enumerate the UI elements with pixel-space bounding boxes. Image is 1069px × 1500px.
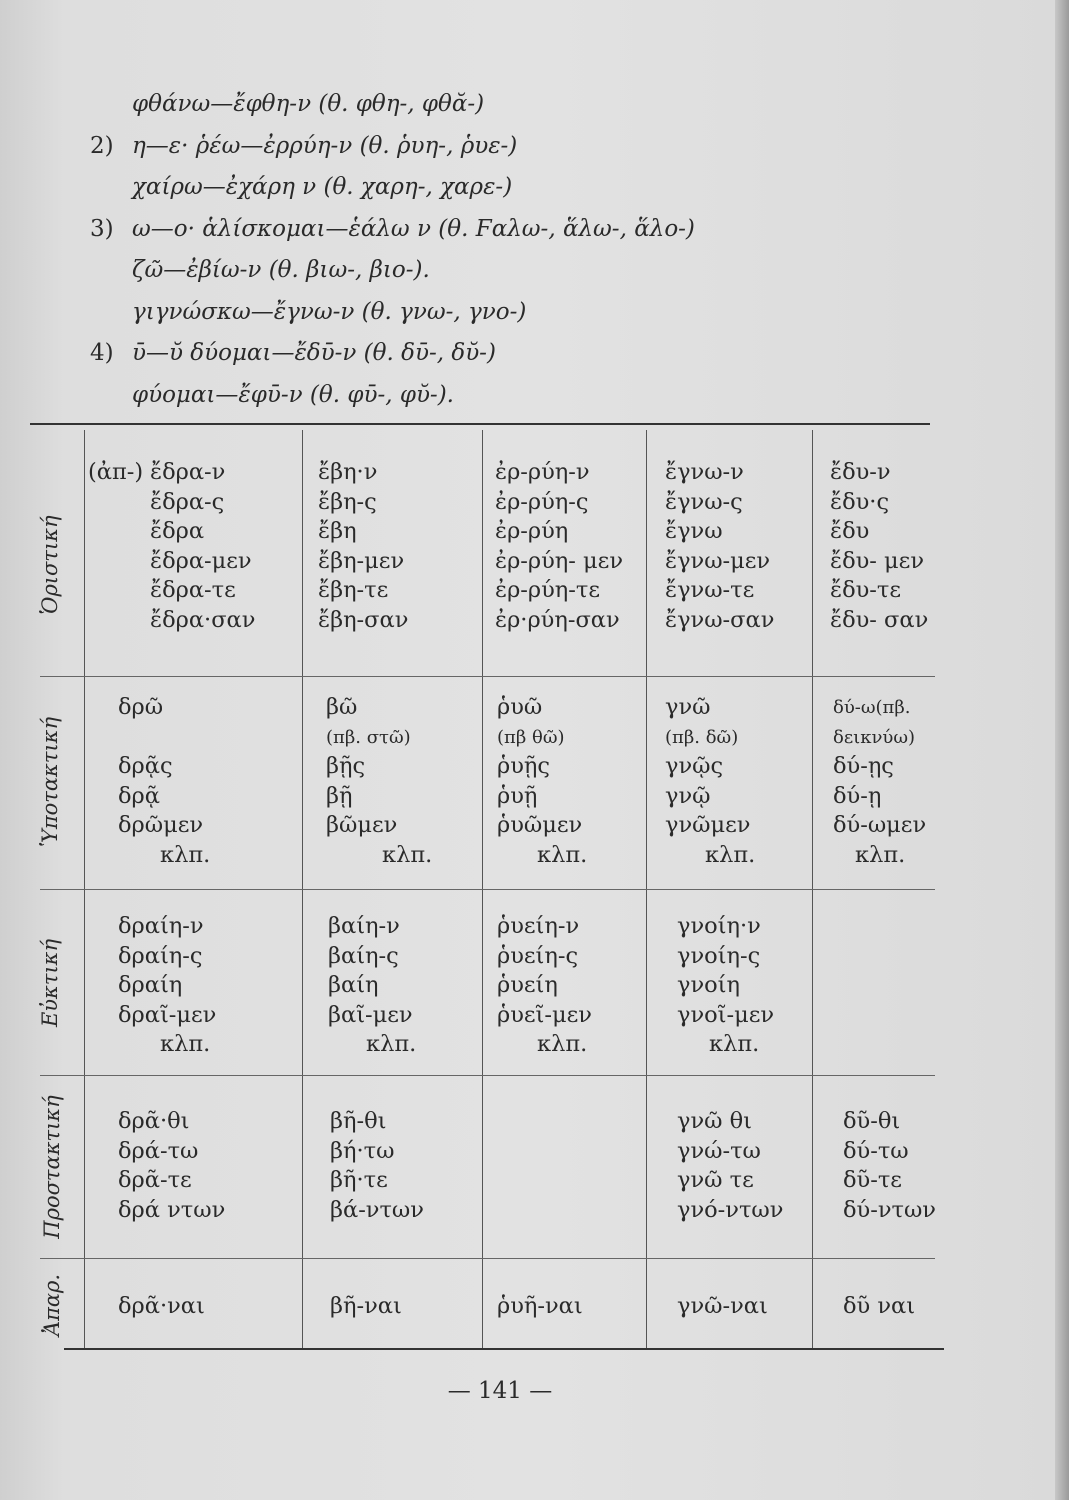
verb-form: βαῖ-μεν (328, 1001, 413, 1028)
subjunctive-col-3 (497, 693, 587, 870)
verb-form: ἔβη-τε (318, 577, 389, 603)
verb-form: ἔδρα-ν (150, 459, 226, 485)
verb-form: δραίη-ν (118, 913, 204, 939)
mood-label-infinitive: Ἀπαρ. (40, 1273, 64, 1337)
verb-form (118, 723, 210, 753)
intro-line-text: φύομαι—ἔφῡ-ν (θ. φῡ-, φῠ-). (132, 381, 454, 408)
verb-form: βῶ (326, 694, 358, 720)
subjunctive-col-1 (118, 693, 210, 870)
verb-form: ἔδυ (830, 518, 870, 544)
intro-line (90, 84, 695, 126)
verb-form: ἔγνω-ς (665, 488, 743, 515)
verb-form: ἔδρα-μεν (150, 547, 252, 574)
table-bottom-rule (64, 1348, 944, 1350)
subjunctive-col-5 (833, 693, 926, 870)
indicative-col-5 (830, 458, 928, 635)
intro-line (90, 375, 695, 417)
infinitive-col-4: γνῶ-ναι (677, 1293, 768, 1319)
verb-form: βῶμεν (326, 812, 398, 838)
mood-label-imperative: Προστακτική (40, 1095, 64, 1239)
mood-label-indicative: Ὁριστική (38, 515, 62, 615)
infinitive-col-1: δρᾶ·ναι (118, 1293, 205, 1319)
section-rule-optative (40, 1075, 935, 1076)
verb-form: κλπ. (709, 1031, 760, 1057)
verb-form: δρᾷς (118, 753, 173, 779)
verb-form: ῥυῶ (497, 694, 543, 720)
verb-form: ἔβη-ς (318, 488, 377, 515)
verb-form: κλπ. (537, 1031, 588, 1057)
section-rule-subjunctive (40, 889, 935, 890)
intro-line (90, 250, 695, 292)
verb-form: δύ-ωμεν (833, 812, 927, 838)
verb-form: ἐρ-ρύη- μεν (495, 547, 624, 574)
intro-line-number: 4) (90, 340, 114, 366)
intro-examples (90, 84, 695, 416)
verb-form: γνῶ θι (677, 1108, 752, 1134)
intro-line-number: 3) (90, 215, 114, 242)
verb-form: ἔδυ-ν (830, 459, 891, 485)
page-edge (1055, 0, 1069, 1500)
optative-col-1 (118, 912, 216, 1060)
verb-form: βαίη-ν (328, 913, 400, 939)
verb-form: ῥυῶμεν (497, 812, 583, 838)
verb-form: ἐρ-ρύη-ς (495, 488, 589, 515)
imperative-col-1 (118, 1107, 225, 1225)
intro-line-text: ζῶ—ἐβίω-ν (θ. βιω-, βιο-). (132, 257, 430, 283)
verb-form: δύ-τω (843, 1137, 909, 1164)
section-rule-imperative (40, 1258, 935, 1259)
verb-form: ἔδυ·ς (830, 488, 890, 515)
verb-form: γνῷ (665, 782, 711, 809)
verb-form: βῆ·τε (330, 1167, 388, 1193)
verb-form: βῇς (326, 753, 366, 779)
mood-label-subjunctive: Ὑποτακτική (38, 716, 62, 848)
verb-form: δρά-τω (118, 1137, 199, 1164)
verb-form: ῥυεῖ-μεν (497, 1001, 592, 1028)
mood-label-optative: Εὐκτική (38, 938, 62, 1028)
intro-line-text: η—ε· ῥέω—ἐρρύη-ν (θ. ῥυη-, ῥυε-) (132, 132, 518, 159)
verb-form: δύ-ῃ (833, 782, 882, 809)
verb-form: βαίη-ς (328, 942, 399, 969)
verb-form: ἔδυ- μεν (830, 547, 925, 574)
verb-form: κλπ. (537, 841, 588, 868)
verb-form: (πβ. δῶ) (665, 726, 739, 748)
verb-form: κλπ. (382, 841, 433, 868)
section-rule-indicative (40, 676, 935, 677)
verb-form: δῦ-τε (843, 1167, 902, 1193)
verb-form: βαίη (328, 972, 379, 998)
verb-form: ἔγνω-μεν (665, 547, 771, 574)
verb-form: γνοίη-ς (677, 942, 761, 969)
verb-form: κλπ. (160, 841, 211, 868)
intro-line (90, 333, 695, 375)
verb-form: ἔγνω-τε (665, 577, 755, 603)
indicative-prefix: (ἀπ-) (88, 459, 144, 485)
verb-form: βῇ (326, 782, 353, 809)
verb-form: δρῶμεν (118, 812, 204, 838)
verb-form: δρᾷ (118, 782, 160, 809)
intro-line-text: ω—ο· ἁλίσκομαι—ἑάλω ν (θ. Ϝαλω-, ἅλω-, ἅλο-) (132, 215, 695, 242)
verb-form: ἔβη-σαν (318, 606, 409, 633)
verb-form: γνῶ (665, 694, 711, 720)
verb-form: δραίη-ς (118, 942, 203, 969)
optative-col-3 (497, 912, 592, 1060)
verb-form: ἔδρα·σαν (150, 606, 256, 633)
verb-form: ῥυείη-ν (497, 913, 580, 939)
infinitive-col-3: ῥυῆ-ναι (497, 1293, 583, 1319)
imperative-col-5 (843, 1107, 936, 1225)
verb-form: δύ-ῃς (833, 753, 894, 779)
verb-form: δῦ-θι (843, 1108, 901, 1134)
verb-form: γνῶ τε (677, 1167, 754, 1193)
verb-form: ἔγνω-ν (665, 459, 744, 485)
indicative-col-3 (495, 458, 623, 635)
verb-form: ἔβη·ν (318, 459, 378, 485)
verb-form: γνώ-τω (677, 1137, 761, 1164)
verb-form: ἐρ-ρύη (495, 518, 569, 544)
verb-form: ἔδρα-τε (150, 577, 236, 603)
verb-form: βά-ντων (330, 1196, 424, 1223)
verb-form: γνοῖ-μεν (677, 1001, 775, 1028)
infinitive-col-5: δῦ ναι (843, 1293, 916, 1319)
verb-form: ἐρ-ρύη-ν (495, 459, 590, 485)
verb-form: ἔγνω (665, 518, 723, 544)
verb-form: ἔδρα-ς (150, 488, 225, 515)
page-number: — 141 — (447, 1378, 553, 1404)
verb-form: ἐρ·ρύη-σαν (495, 606, 620, 633)
optative-col-2 (328, 912, 416, 1060)
verb-form: ἔδρα (150, 518, 205, 544)
verb-form: κλπ. (366, 1031, 417, 1057)
imperative-col-2 (330, 1107, 424, 1225)
verb-form: κλπ. (855, 841, 906, 868)
verb-form: κλπ. (705, 841, 756, 868)
verb-form: ἔδυ- σαν (830, 606, 929, 633)
intro-line (90, 209, 695, 251)
verb-form: γνό-ντων (677, 1196, 784, 1223)
verb-form: ἐρ-ρύη-τε (495, 577, 600, 603)
verb-form: (πβ. στῶ) (326, 726, 411, 748)
verb-form: γνοίη (677, 972, 740, 998)
verb-form: ἔγνω-σαν (665, 606, 775, 633)
subjunctive-col-4 (665, 693, 755, 870)
verb-form: ῥυείη-ς (497, 942, 579, 969)
indicative-col-1 (150, 458, 255, 635)
intro-line-text: φθάνω—ἔφθη-ν (θ. φθη-, φθᾰ-) (132, 91, 485, 117)
verb-form: δρᾶ-τε (118, 1167, 192, 1193)
intro-line (90, 292, 695, 334)
verb-form: γνῶμεν (665, 812, 751, 838)
verb-form: ἔβη-μεν (318, 547, 405, 574)
intro-line-text: χαίρω—ἐχάρη ν (θ. χαρη-, χαρε-) (132, 174, 513, 200)
verb-form: ῥυῇς (497, 753, 550, 779)
verb-form: δρά ντων (118, 1196, 226, 1223)
infinitive-col-2: βῆ-ναι (330, 1293, 402, 1319)
verb-form: γνοίη·ν (677, 913, 761, 939)
verb-form: ῥυείη (497, 972, 558, 998)
indicative-col-4 (665, 458, 774, 635)
verb-form: γνῷς (665, 753, 724, 779)
verb-form: δρᾶ·θι (118, 1108, 190, 1134)
verb-form: ἔβη (318, 518, 357, 544)
verb-form: δύ-ω(πβ. (833, 697, 911, 718)
verb-form: δραίη (118, 972, 183, 998)
verb-form: ἔδυ-τε (830, 577, 902, 603)
verb-form: δραῖ-μεν (118, 1001, 217, 1028)
verb-form: ῥυῇ (497, 782, 538, 809)
verb-form: (πβ θῶ) (497, 726, 565, 748)
verb-form: βῆ-θι (330, 1108, 387, 1134)
verb-form: δύ-ντων (843, 1196, 936, 1223)
indicative-col-2 (318, 458, 408, 635)
intro-line (90, 126, 695, 168)
verb-form: κλπ. (160, 1031, 211, 1057)
intro-line-text: γιγνώσκω—ἔγνω-ν (θ. γνω-, γνο-) (132, 298, 527, 325)
intro-line-text: ῡ—ῠ δύομαι—ἔδῡ-ν (θ. δῡ-, δῠ-) (132, 340, 496, 366)
verb-form: δεικνύω) (833, 726, 916, 748)
table-top-rule (30, 423, 930, 425)
intro-line-number: 2) (90, 132, 114, 159)
verb-form: βή·τω (330, 1137, 395, 1164)
intro-line (90, 167, 695, 209)
imperative-col-4 (677, 1107, 783, 1225)
optative-col-4 (677, 912, 774, 1060)
verb-form: δρῶ (118, 694, 164, 720)
subjunctive-col-2 (326, 693, 432, 870)
